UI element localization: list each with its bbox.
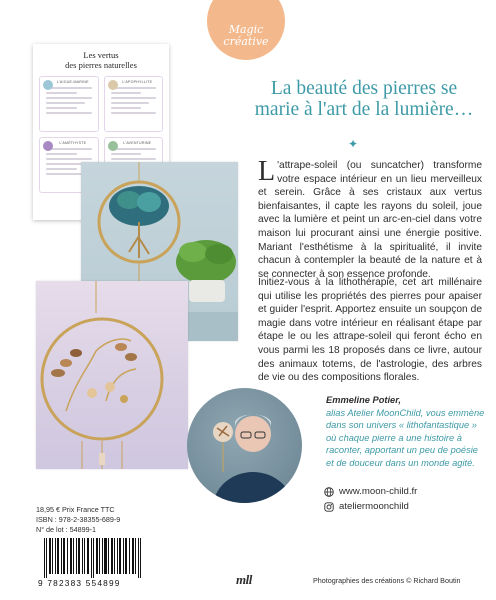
- poster-card-title: L'AMÉTHYSTE: [59, 141, 87, 145]
- poster-card-title: L'APOPHYLLITE: [122, 80, 153, 84]
- dropcap: L: [258, 156, 276, 187]
- poster-card-aigue-marine: [39, 76, 99, 132]
- badge-line1: Magic: [228, 23, 264, 36]
- poster-subtitle: des pierres naturelles: [65, 60, 137, 70]
- poster-card-apophyllite: [104, 76, 164, 132]
- headline: La beauté des pierres se marie à l'art de la lumière…: [254, 78, 474, 120]
- gem-icon: [43, 141, 53, 151]
- author-name: Emmeline Potier,: [326, 395, 401, 405]
- author-links: [324, 484, 417, 514]
- gem-icon: [43, 80, 53, 90]
- poster-card-title: L'AIGUE-MARINE: [56, 80, 89, 84]
- isbn: ISBN : 978-2-38355-689-9: [36, 515, 121, 524]
- badge-line2: créative: [223, 35, 269, 48]
- gem-icon: [108, 80, 118, 90]
- instagram-row[interactable]: [324, 499, 417, 514]
- author-bio: [326, 394, 486, 470]
- paragraph-1-text: 'attrape-soleil (ou suncatcher) transforme votre espace intérieur en un lieu merveilleux et serein. Grâce à ses cristaux aux vertus bienfaisantes, il capte les rayons du soleil, joue avec la lumière et peint un arc-en-ciel dans votre maison lui procurant ainsi une énergie positive. Mariant l'esthétisme à la spiritualité, il invite chacun à contempler la beauté de la nature et à se connecter à son essence profonde.: [258, 160, 482, 280]
- website-row[interactable]: [324, 484, 417, 499]
- barcode-number: 9 782383 554899: [38, 578, 121, 588]
- poster-title: Les vertus: [83, 50, 119, 60]
- instagram-handle[interactable]: ateliermoonchild: [339, 501, 409, 512]
- globe-icon: [324, 487, 334, 497]
- sparkle-icon: ✦: [348, 137, 359, 151]
- publisher-logo: mll: [236, 572, 252, 587]
- description-paragraph-1: [258, 156, 482, 281]
- lot-number: N° de lot : 54899-1: [36, 525, 97, 534]
- poster-card-title: L'AVENTURINE: [123, 141, 152, 145]
- category-badge: [207, 0, 285, 60]
- website-link[interactable]: www.moon-child.fr: [339, 486, 418, 497]
- author-photo: [187, 388, 302, 503]
- price: 18,95 € Prix France TTC: [36, 505, 115, 514]
- photo-credits: Photographies des créations © Richard Boutin: [313, 576, 461, 585]
- gem-icon: [108, 141, 118, 151]
- description-paragraph-2: Initiez-vous à la lithothérapie, cet art millénaire qui utilise les propriétés des pierres pour apaiser et guider l'esprit. Apportez ensuite un soupçon de magie dans votre intérieur en réalisant étape par étape le ou les attrape-soleil qui feront écho en vous parmi les 18 proposés dans ce livre, autour des animaux totems, de l'astrologie, des arbres de vie ou des compositions florales.: [258, 277, 482, 384]
- suncatcher-floral-photo: [36, 281, 188, 469]
- book-metadata: [36, 505, 120, 535]
- author-description: alias Atelier MoonChild, vous emmène dans son univers « lithofantastique » où chaque pierre a une histoire à raconter, apportant un peu de poésie et de douceur dans un monde agité.: [326, 407, 485, 468]
- instagram-icon: [324, 502, 334, 512]
